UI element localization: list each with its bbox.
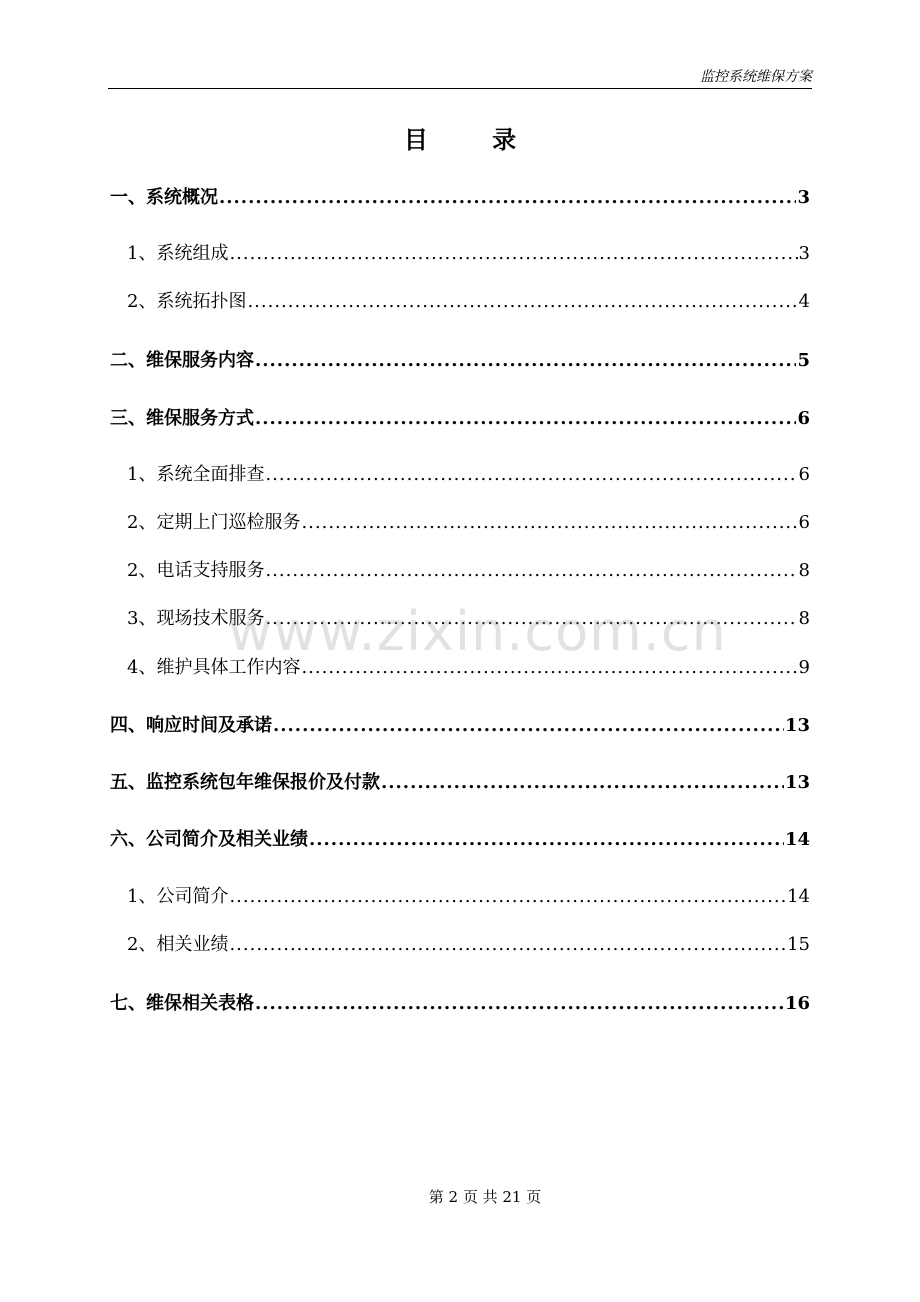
toc-entry-label: 2、相关业绩: [127, 934, 229, 955]
toc-entry[interactable]: [110, 460, 810, 486]
toc-entry-label: 二、维保服务内容: [110, 350, 254, 371]
toc-entry[interactable]: [110, 239, 810, 265]
toc-entry-label: 1、公司简介: [127, 886, 229, 907]
toc-entry[interactable]: [110, 404, 810, 430]
toc-entry-page: 4: [798, 291, 810, 312]
toc-entry[interactable]: [110, 346, 810, 372]
toc-entry-page: 6: [798, 512, 810, 533]
toc-leader: [247, 291, 797, 312]
toc-entry-page: 14: [787, 886, 810, 907]
toc-leader: [229, 243, 797, 264]
toc-leader: [265, 560, 797, 581]
toc-entry-label: 三、维保服务方式: [110, 408, 254, 429]
toc-leader: [229, 886, 786, 907]
toc-entry[interactable]: [110, 653, 810, 679]
toc-entry[interactable]: [110, 287, 810, 313]
toc-entry-page: 13: [784, 772, 810, 793]
toc-leader: [309, 829, 784, 850]
toc-entry-page: 8: [798, 608, 810, 629]
toc-entry[interactable]: [110, 508, 810, 534]
toc-entry-label: 六、公司简介及相关业绩: [110, 829, 308, 850]
toc-entry-page: 9: [798, 657, 810, 678]
toc-leader: [265, 464, 797, 485]
toc-entry[interactable]: [110, 989, 810, 1015]
running-header: 监控系统维保方案: [700, 69, 812, 85]
toc-entry-page: 6: [798, 464, 810, 485]
toc-entry-label: 2、定期上门巡检服务: [127, 512, 301, 533]
toc-leader: [273, 715, 784, 736]
toc-leader: [381, 772, 784, 793]
toc-entry-page: 8: [798, 560, 810, 581]
toc-entry-page: 5: [797, 350, 810, 371]
toc-entry-label: 1、系统组成: [127, 243, 229, 264]
toc-entry-page: 3: [797, 187, 810, 208]
toc-title: 目 录: [403, 125, 545, 154]
toc-entry-page: 14: [784, 829, 810, 850]
page-footer: 第 2 页 共 21 页: [428, 1188, 542, 1206]
toc-entry-page: 13: [784, 715, 810, 736]
toc-entry[interactable]: [110, 768, 810, 794]
watermark: www.zixin.com.cn: [228, 600, 727, 663]
toc-entry-label: 一、系统概况: [110, 187, 218, 208]
toc-entry-page: 6: [797, 408, 810, 429]
toc-leader: [229, 934, 786, 955]
toc-leader: [255, 408, 796, 429]
toc-leader: [265, 608, 797, 629]
toc-leader: [255, 993, 784, 1014]
toc-entry-page: 3: [798, 243, 810, 264]
toc-entry[interactable]: [110, 183, 810, 209]
toc-entry-label: 4、维护具体工作内容: [127, 657, 301, 678]
toc-leader: [255, 350, 796, 371]
toc-entry-label: 四、响应时间及承诺: [110, 715, 272, 736]
header-rule: [108, 88, 812, 89]
toc-entry[interactable]: [110, 711, 810, 737]
toc-entry-label: 五、监控系统包年维保报价及付款: [110, 772, 380, 793]
toc-entry[interactable]: [110, 556, 810, 582]
toc-entry-label: 1、系统全面排查: [127, 464, 265, 485]
toc-entry[interactable]: [110, 604, 810, 630]
toc-entry[interactable]: [110, 825, 810, 851]
toc-entry-label: 2、电话支持服务: [127, 560, 265, 581]
toc-entry[interactable]: [110, 882, 810, 908]
toc-entry-page: 16: [784, 993, 810, 1014]
toc-entry-page: 15: [787, 934, 810, 955]
toc-entry-label: 七、维保相关表格: [110, 993, 254, 1014]
toc-entry-label: 3、现场技术服务: [127, 608, 265, 629]
toc-leader: [301, 512, 797, 533]
toc-leader: [301, 657, 797, 678]
toc-entry-label: 2、系统拓扑图: [127, 291, 247, 312]
toc-leader: [219, 187, 796, 208]
toc-entry[interactable]: [110, 930, 810, 956]
